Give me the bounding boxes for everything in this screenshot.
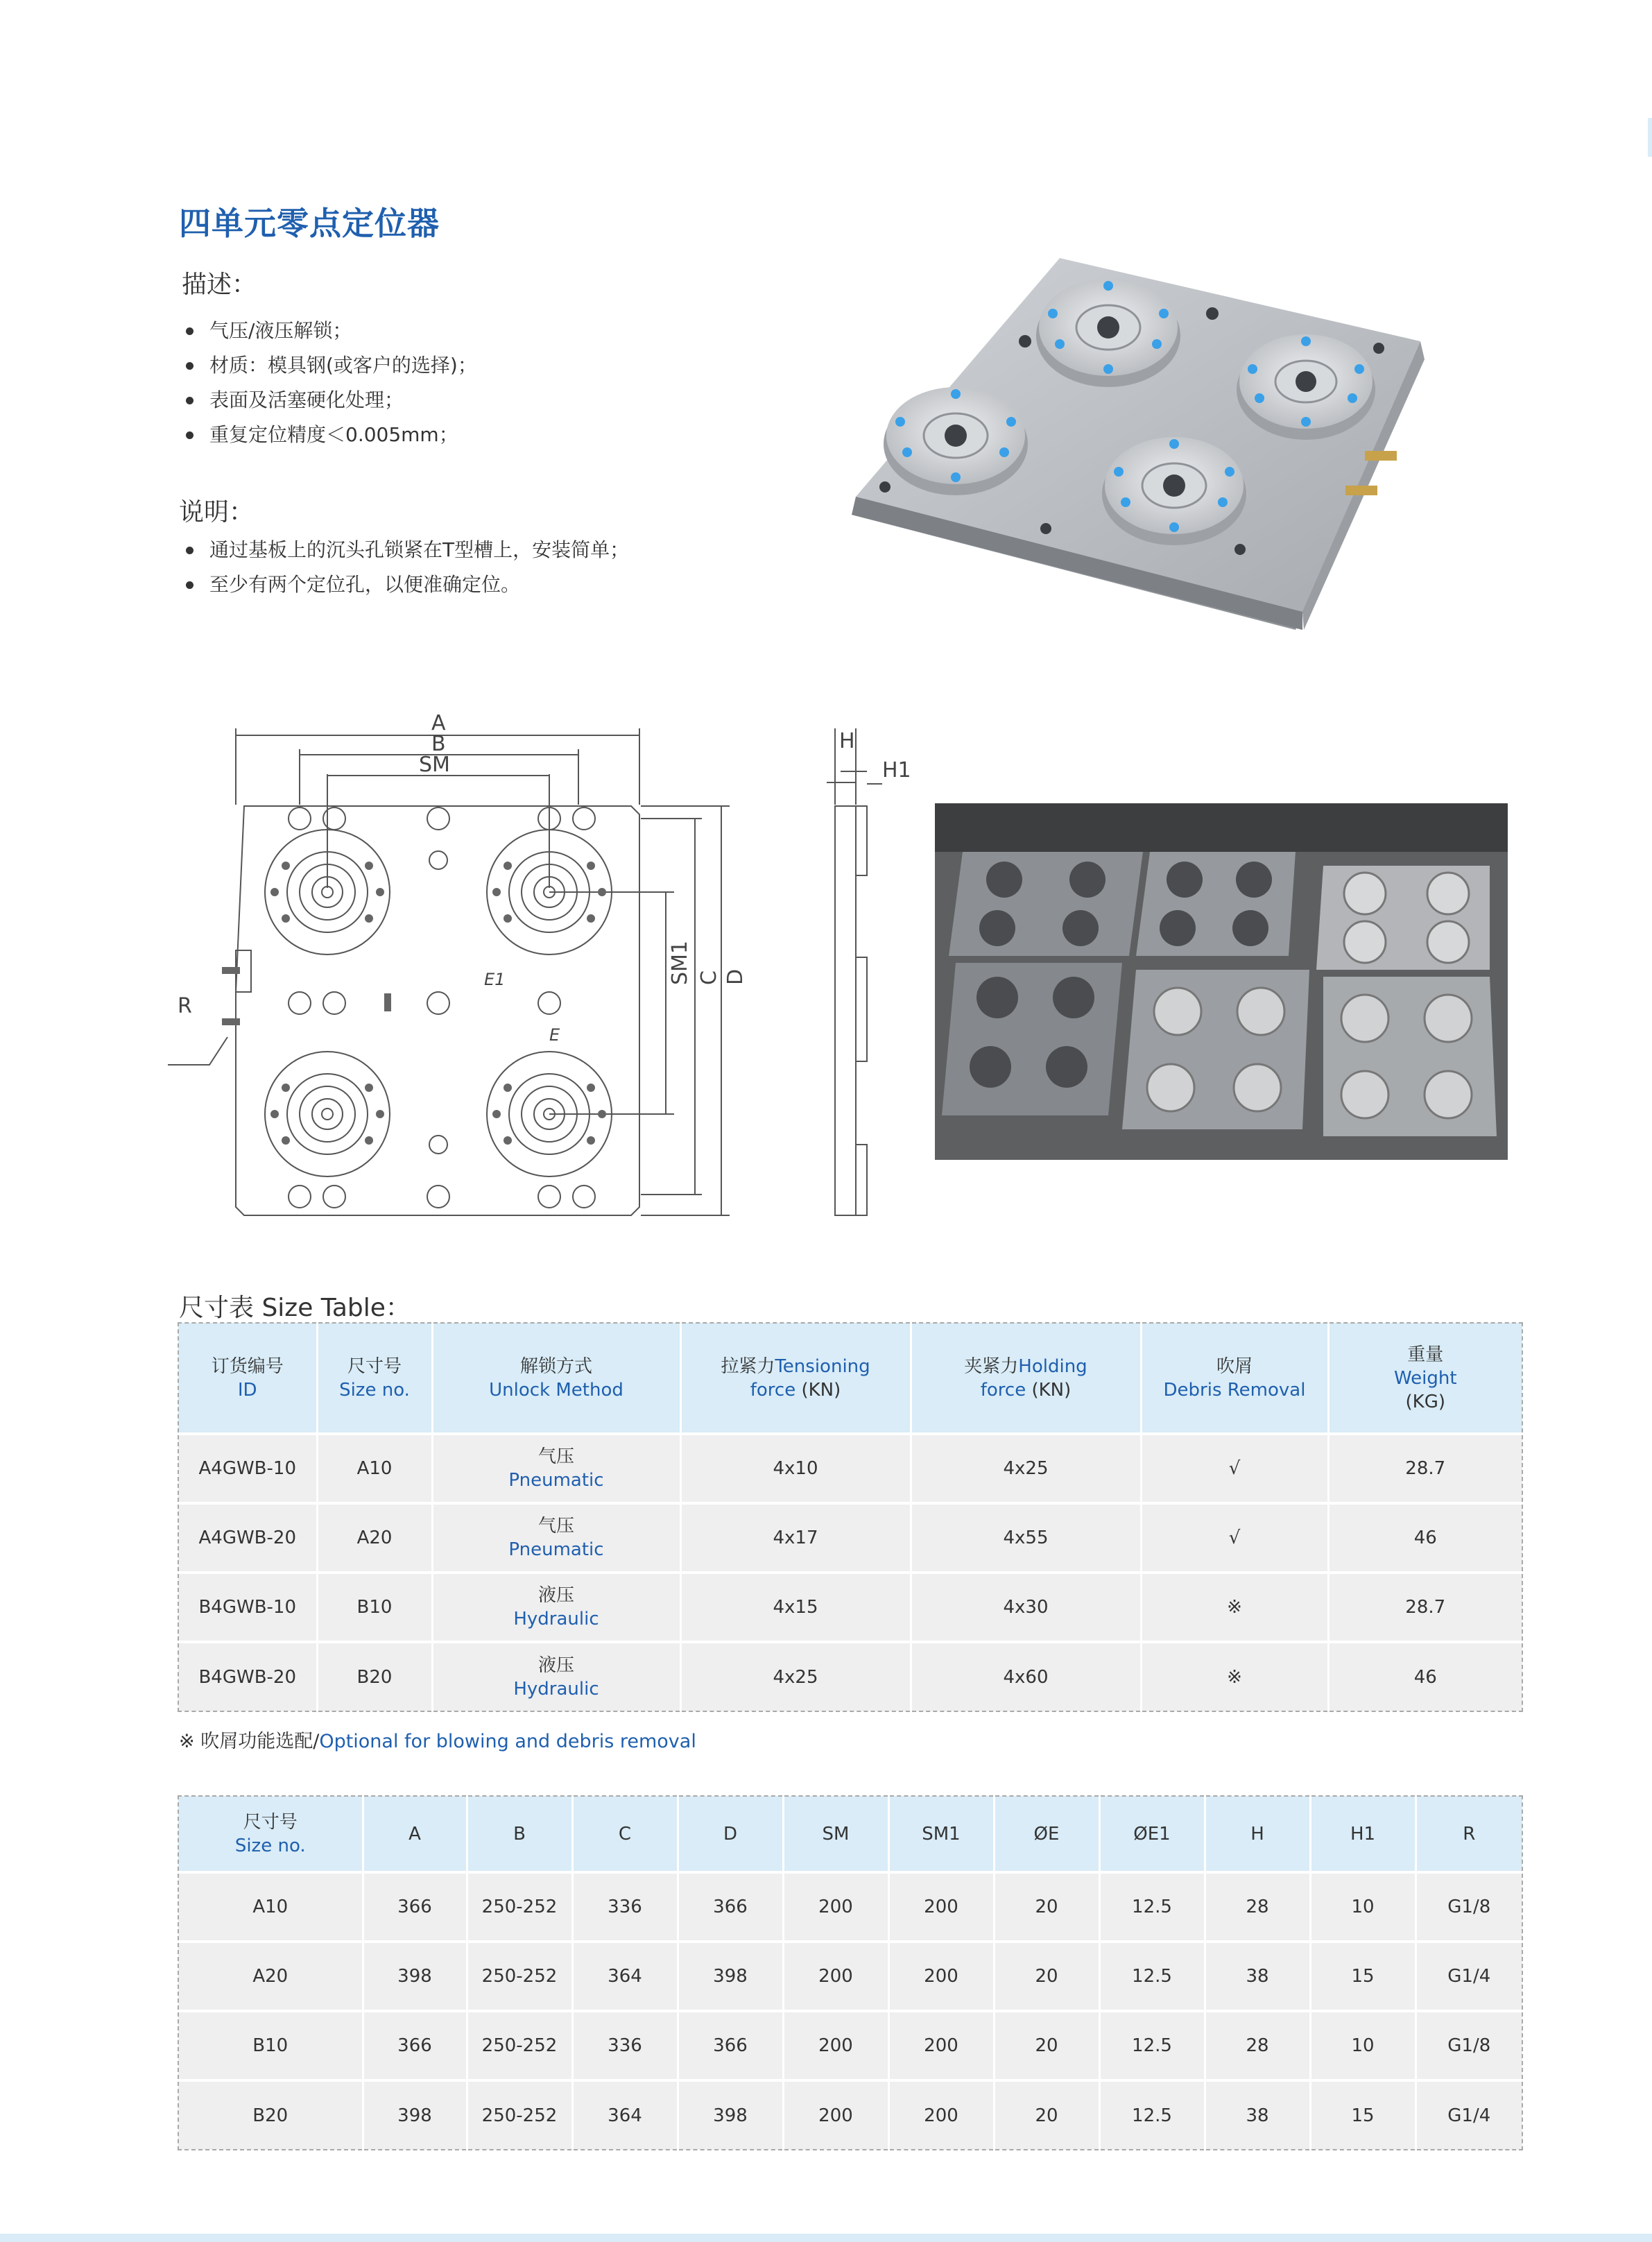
description-heading: 描述： xyxy=(182,271,257,299)
table-row: B4GWB-10 B10 液压 Hydraulic 4x15 4x30 ※ 28.7 xyxy=(178,1573,1522,1642)
plate-bottom-left xyxy=(942,963,1122,1115)
product-photo xyxy=(852,258,1455,647)
header-b: B xyxy=(467,1796,572,1872)
page-title: 四单元零点定位器 xyxy=(179,205,440,242)
header-d: D xyxy=(678,1796,783,1872)
notes-heading: 说明： xyxy=(179,498,255,527)
air-fitting-1 xyxy=(1365,451,1397,461)
table-row: A20 398 250-252 364 398 200 200 20 12.5 38 15 G1/4 xyxy=(178,1942,1522,2011)
description-list xyxy=(182,314,477,452)
table-row: B4GWB-20 B20 液压 Hydraulic 4x25 4x60 ※ 46 xyxy=(178,1642,1522,1711)
dim-label-sm: SM xyxy=(419,753,450,777)
table-row: A10 366 250-252 336 366 200 200 20 12.5 28 10 G1/8 xyxy=(178,1872,1522,1942)
header-holding-force: 夹紧力Holding force (KN) xyxy=(911,1323,1141,1434)
list-item: 表面及活塞硬化处理； xyxy=(182,383,477,418)
header-c: C xyxy=(572,1796,678,1872)
dimension-table xyxy=(178,1795,1523,2150)
table-row: A4GWB-20 A20 气压 Pneumatic 4x17 4x55 √ 46 xyxy=(178,1503,1522,1573)
edge-accent-bar xyxy=(1648,118,1652,157)
dim-label-e: E xyxy=(549,1025,560,1045)
dim-label-b: B xyxy=(431,732,446,756)
header-tension-force: 拉紧力Tensioning force (KN) xyxy=(680,1323,911,1434)
header-h1: H1 xyxy=(1310,1796,1416,1872)
dim-label-r: R xyxy=(178,994,192,1018)
plate-top-right xyxy=(1316,866,1490,970)
product-group-photo xyxy=(935,803,1508,1160)
dim-label-c: C xyxy=(697,970,721,985)
header-sm: SM xyxy=(783,1796,888,1872)
side-view-drawing xyxy=(827,728,882,1215)
table-row: A4GWB-10 A10 气压 Pneumatic 4x10 4x25 √ 28.7 xyxy=(178,1434,1522,1503)
bullet-icon xyxy=(186,397,193,404)
header-a: A xyxy=(363,1796,467,1872)
list-item: 材质：模具钢(或客户的选择)； xyxy=(182,348,477,383)
dim-label-d: D xyxy=(723,968,748,985)
header-r: R xyxy=(1416,1796,1522,1872)
header-oe1: ØE1 xyxy=(1099,1796,1205,1872)
header-sm1: SM1 xyxy=(888,1796,994,1872)
notes-list xyxy=(182,533,629,602)
table-row: B20 398 250-252 364 398 200 200 20 12.5 38 15 G1/4 xyxy=(178,2080,1522,2150)
bullet-icon xyxy=(186,431,193,439)
size-table xyxy=(178,1322,1523,1712)
size-table-title: 尺寸表 Size Table： xyxy=(179,1294,411,1322)
bullet-icon xyxy=(186,547,193,554)
plate-bottom-right xyxy=(1323,977,1497,1136)
list-item: 气压/液压解锁； xyxy=(182,314,477,348)
bullet-icon xyxy=(186,362,193,370)
header-weight: 重量 Weight (KG) xyxy=(1328,1323,1522,1434)
header-h: H xyxy=(1205,1796,1310,1872)
bottom-accent-bar xyxy=(0,2234,1652,2242)
locator-units-drawing xyxy=(265,807,612,1208)
optional-note: ※ 吹屑功能选配/Optional for blowing and debris removal xyxy=(179,1731,696,1752)
bullet-icon xyxy=(186,581,193,589)
plate-top-middle xyxy=(1136,852,1296,956)
dim-label-a: A xyxy=(431,711,446,735)
list-item: 至少有两个定位孔，以便准确定位。 xyxy=(182,567,629,602)
plate-bottom-middle xyxy=(1122,970,1309,1129)
header-size-no: 尺寸号 Size no. xyxy=(178,1796,363,1872)
bullet-icon xyxy=(186,327,193,335)
header-debris-removal: 吹屑 Debris Removal xyxy=(1141,1323,1328,1434)
header-id: 订货编号 ID xyxy=(178,1323,317,1434)
plate-top-left xyxy=(949,852,1143,956)
list-item: 通过基板上的沉头孔锁紧在T型槽上，安装简单； xyxy=(182,533,629,567)
header-unlock-method: 解锁方式 Unlock Method xyxy=(432,1323,680,1434)
list-item: 重复定位精度＜0.005mm； xyxy=(182,418,477,452)
header-size: 尺寸号 Size no. xyxy=(317,1323,432,1434)
technical-drawing xyxy=(161,708,924,1228)
header-oe: ØE xyxy=(994,1796,1099,1872)
dim-label-sm1: SM1 xyxy=(668,940,692,985)
dim-label-h: H xyxy=(839,729,855,753)
air-fitting-2 xyxy=(1345,486,1377,495)
dim-label-e1: E1 xyxy=(484,970,506,989)
dim-label-h1: H1 xyxy=(882,758,911,782)
table-row: B10 366 250-252 336 366 200 200 20 12.5 28 10 G1/8 xyxy=(178,2011,1522,2080)
